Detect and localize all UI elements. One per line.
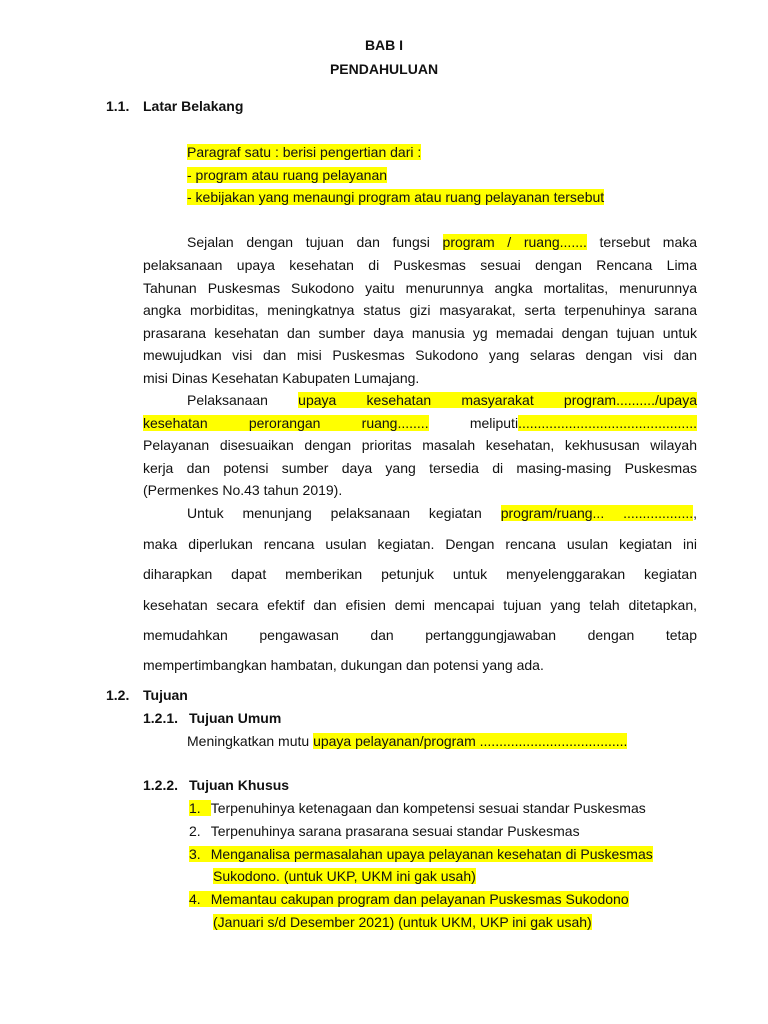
list-item-text: Terpenuhinya sarana prasarana sesuai standar Puskesmas (210, 823, 580, 839)
list-item-number: 4. (189, 891, 201, 907)
list-item (189, 891, 629, 907)
list-item-text: Memantau cakupan program dan pelayanan Puskesmas Sukodono (210, 891, 629, 907)
list-item-number: 3. (189, 846, 201, 862)
list-item (189, 846, 653, 862)
tujuan-umum-text: Meningkatkan mutu upaya pelayanan/program ...................................... (187, 733, 628, 749)
list-item-number: 2. (189, 823, 201, 839)
p3-line-2: maka diperlukan rencana usulan kegiatan. Dengan rencana usulan kegiatan ini (143, 536, 697, 552)
list-item-text: Terpenuhinya ketenagaan dan kompetensi sesuai standar Puskesmas (210, 800, 646, 816)
p1-line-4: angka morbiditas, meningkatnya status gizi masyarakat, serta terpenuhinya sarana (143, 302, 697, 318)
p2-line-5: (Permenkes No.43 tahun 2019). (143, 482, 343, 498)
chapter-title: PENDAHULUAN (329, 61, 439, 77)
list-item (189, 823, 580, 839)
p1-line-2: pelaksanaan upaya kesehatan di Puskesmas sesuai dengan Rencana Lima (143, 257, 697, 273)
note-line-1: Paragraf satu : berisi pengertian dari : (187, 144, 422, 160)
note-line-3: - kebijakan yang menaungi program atau ruang pelayanan tersebut (187, 189, 605, 205)
subsection-number-1-2-1: 1.2.1. (143, 710, 179, 726)
p1-line-3: Tahunan Puskesmas Sukodono yaitu menurunnya angka mortalitas, menurunnya (143, 280, 697, 296)
subsection-heading-tujuan-umum: Tujuan Umum (189, 710, 282, 726)
section-number-1-1: 1.1. (106, 98, 130, 114)
list-item-continuation: Sukodono. (untuk UKP, UKM ini gak usah) (213, 868, 476, 884)
p3-line-6: mempertimbangkan hambatan, dukungan dan potensi yang ada. (143, 657, 544, 673)
p1-line-7: misi Dinas Kesehatan Kabupaten Lumajang. (143, 370, 420, 386)
chapter-label: BAB I (364, 37, 404, 53)
list-item-text: Menganalisa permasalahan upaya pelayanan kesehatan di Puskesmas (210, 846, 653, 862)
p2-line-4: kerja dan potensi sumber daya yang tersedia di masing-masing Puskesmas (143, 460, 697, 476)
list-item-continuation: (Januari s/d Desember 2021) (untuk UKM, UKP ini gak usah) (213, 914, 592, 930)
subsection-number-1-2-2: 1.2.2. (143, 777, 179, 793)
list-item (189, 800, 646, 816)
section-heading-tujuan: Tujuan (143, 687, 188, 703)
list-item-number: 1. (189, 800, 201, 816)
p1-line-5: prasarana kesehatan dan sumber daya manusia yg memadai dengan tujuan untuk (143, 325, 697, 341)
p3-line-1: Untuk menunjang pelaksanaan kegiatan program/ruang... .................., (187, 505, 697, 521)
p2-line-2: kesehatan perorangan ruang........ meliputi.............................................. (143, 415, 697, 431)
p2-line-3: Pelayanan disesuaikan dengan prioritas masalah kesehatan, kekhususan wilayah (143, 437, 697, 453)
p1-line-6: mewujudkan visi dan misi Puskesmas Sukodono yang selaras dengan visi dan (143, 347, 697, 363)
section-number-1-2: 1.2. (106, 687, 130, 703)
p3-line-5: memudahkan pengawasan dan pertanggungjawaban dengan tetap (143, 627, 697, 643)
section-heading-latar-belakang: Latar Belakang (143, 98, 244, 114)
note-line-2: - program atau ruang pelayanan (187, 167, 388, 183)
subsection-heading-tujuan-khusus: Tujuan Khusus (189, 777, 290, 793)
p1-line-1: Sejalan dengan tujuan dan fungsi program / ruang....... tersebut maka (187, 234, 698, 250)
p3-line-4: kesehatan secara efektif dan efisien demi mencapai tujuan yang telah ditetapkan, (143, 597, 697, 613)
p3-line-3: diharapkan dapat memberikan petunjuk untuk menyelenggarakan kegiatan (143, 566, 697, 582)
p2-line-1: Pelaksanaan upaya kesehatan masyarakat program........../upaya (187, 392, 697, 408)
